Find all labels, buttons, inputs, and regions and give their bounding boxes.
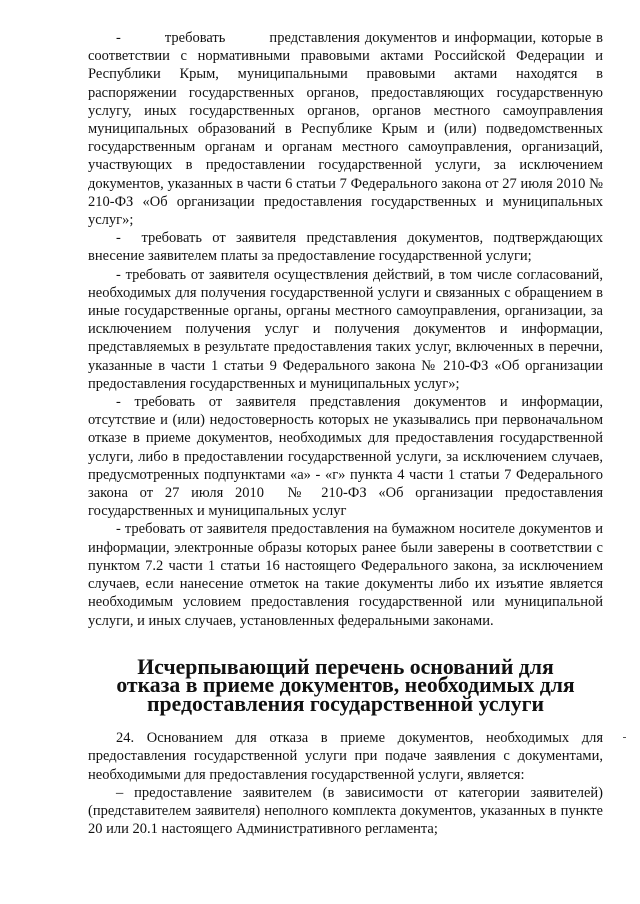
paragraph-require-unmentioned-documents: - требовать от заявителя представления документов и информации, отсутствие и (или) недостоверность которых не указывались при первоначальном отказе в приеме документов, необходимых для предоставления государственной услуги, либо в предоставлении государственной услуги, за исключением случаев, предусмотренных подпунктами «а» - «г» пункта 4 части 1 статьи 7 Федерального закона от 27 июля 2010 № 210-ФЗ «Об организации предоставления государственных и муниципальных услуг xyxy=(88,394,603,520)
paragraph-require-payment-proof: - требовать от заявителя представления документов, подтверждающих внесение заявителем платы за предоставление государственной услуги; xyxy=(88,230,603,265)
margin-mark xyxy=(623,737,626,738)
paragraph-require-actions: - требовать от заявителя осуществления действий, в том числе согласований, необходимых для получения государственной услуги и связанных с обращением в иные государственные органы, органы местного самоуправления, организации, за исключением получения услуг и получения документов и информации, представляемых в результате предоставления таких услуг, включенных в перечни, указанные в части 1 статьи 9 Федерального закона № 210-ФЗ «Об организации предоставления государственных и муниципальных услуг»; xyxy=(88,266,603,392)
paragraph-require-documents: - требовать представления документов и информации, которые в соответствии с нормативными правовыми актами Российской Федерации и Республики Крым, муниципальными правовыми актами находятся в распоряжении государственных органов, предоставляющих государственную услугу, иных государственных органов, органов местного самоуправления муниципальных образований в Республике Крым и (или) подведомственных государственным органам и органам местного самоуправления, организаций, участвующих в предоставлении государственной услуги, за исключением документов, указанных в части 6 статьи 7 Федерального закона от 27 июля 2010 № 210-ФЗ «Об организации предоставления государственных и муниципальных услуг»; xyxy=(88,30,603,229)
paragraph-incomplete-documents: – предоставление заявителем (в зависимости от категории заявителей) (представителем заявителя) неполного комплекта документов, указанных в пункте 20 или 20.1 настоящего Административного регламента; xyxy=(88,784,603,838)
paragraph-grounds-for-refusal: 24. Основанием для отказа в приеме документов, необходимых для предоставления государственной услуги при подаче заявления с документами, необходимыми для предоставления государственной услуги, является: xyxy=(88,730,603,783)
section-heading: Исчерпывающий перечень оснований для отказа в приеме документов, необходимых для предоставления государственной услуги xyxy=(116,654,575,716)
spacer xyxy=(88,630,603,638)
paragraph-require-paper-documents: - требовать от заявителя предоставления на бумажном носителе документов и информации, электронные образы которых ранее были заверены в соответствии с пунктом 7.2 части 1 статьи 16 настоящего Федерального закона, за исключением случаев, если нанесение отметок на такие документы либо их изъятие является необходимым условием предоставления государственной или муниципальной услуги, и иных случаев, установленных федеральными законами. xyxy=(88,521,603,629)
document-page xyxy=(88,29,603,838)
